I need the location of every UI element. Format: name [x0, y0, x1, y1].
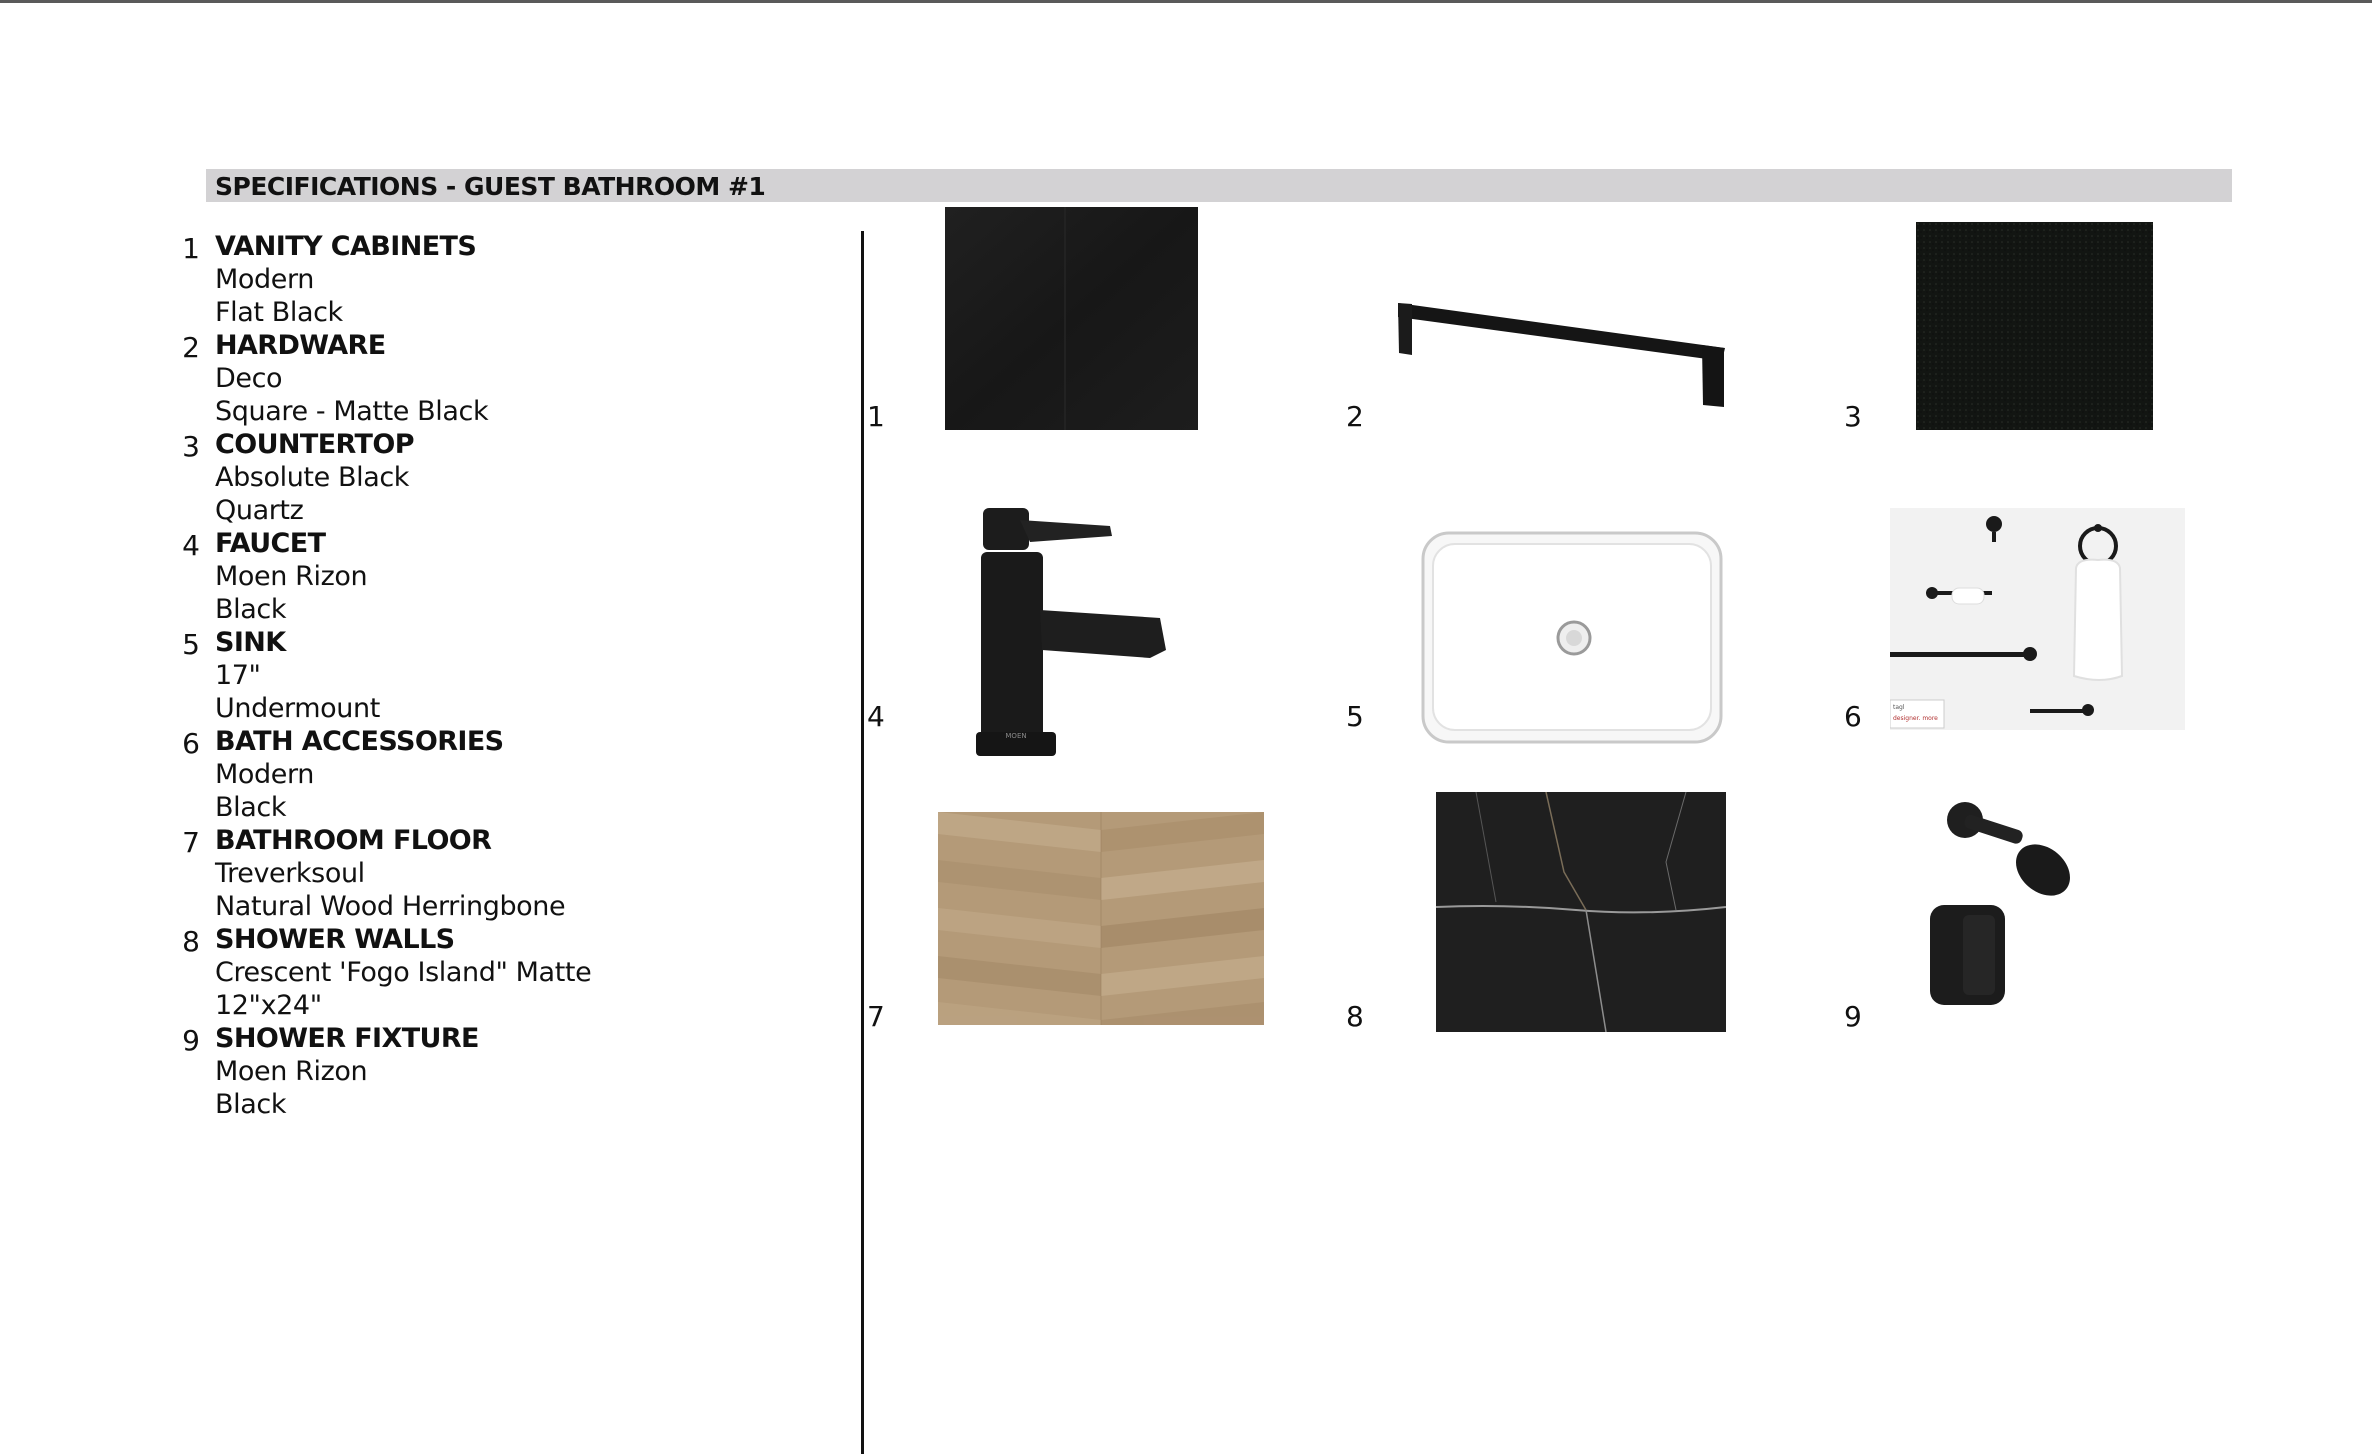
spec-number: 7 [182, 826, 200, 859]
spec-number: 5 [182, 628, 200, 661]
spec-number: 6 [182, 727, 200, 760]
sink-image [1420, 530, 1725, 745]
spec-title: SHOWER WALLS [215, 924, 455, 955]
spec-detail: Undermount [215, 693, 380, 724]
image-number-9: 9 [1844, 1000, 1862, 1033]
spec-detail: Modern [215, 264, 314, 295]
image-number-3: 3 [1844, 400, 1862, 433]
accessory-card-line-2: designer. more [1893, 715, 1938, 722]
spec-detail: Deco [215, 363, 283, 394]
spec-detail: Black [215, 1089, 287, 1120]
spec-title: HARDWARE [215, 330, 386, 361]
image-number-2: 2 [1346, 400, 1364, 433]
spec-number: 1 [182, 232, 200, 265]
spec-title: VANITY CABINETS [215, 231, 477, 262]
spec-number: 4 [182, 529, 200, 562]
spec-detail: Modern [215, 759, 314, 790]
header-bar [206, 169, 2232, 202]
shower-wall-swatch-image [1436, 792, 1726, 1032]
spec-number: 3 [182, 430, 200, 463]
wood-floor-swatch-image [938, 812, 1264, 1025]
spec-detail: Flat Black [215, 297, 343, 328]
accessory-card-line-1: tagl [1893, 704, 1905, 711]
spec-title: FAUCET [215, 528, 326, 559]
spec-item-vanity-cabinets [160, 230, 860, 329]
spec-detail: Square - Matte Black [215, 396, 489, 427]
spec-item-shower-fixture [160, 1022, 860, 1121]
faucet-brand-mark: MOEN [1005, 732, 1027, 740]
spec-detail: Moen Rizon [215, 1056, 368, 1087]
spec-detail: Black [215, 792, 287, 823]
spec-item-bathroom-floor [160, 824, 860, 923]
shower-fixture-image [1925, 795, 2090, 1020]
spec-detail: Crescent 'Fogo Island" Matte [215, 957, 592, 988]
spec-detail: 17" [215, 660, 261, 691]
spec-item-shower-walls [160, 923, 860, 1022]
spec-title: SINK [215, 627, 286, 658]
spec-title: BATH ACCESSORIES [215, 726, 504, 757]
spec-title: COUNTERTOP [215, 429, 414, 460]
drawer-pull-image [1390, 295, 1730, 410]
image-number-8: 8 [1346, 1000, 1364, 1033]
vanity-cabinet-swatch-image [945, 207, 1198, 430]
spec-detail: Treverksoul [215, 858, 365, 889]
spec-list [160, 230, 860, 1121]
spec-number: 8 [182, 925, 200, 958]
spec-item-hardware [160, 329, 860, 428]
spec-title: BATHROOM FLOOR [215, 825, 492, 856]
spec-item-faucet [160, 527, 860, 626]
spec-item-bath-accessories [160, 725, 860, 824]
spec-item-sink [160, 626, 860, 725]
image-number-6: 6 [1844, 700, 1862, 733]
spec-number: 2 [182, 331, 200, 364]
spec-detail: Moen Rizon [215, 561, 368, 592]
spec-detail: Black [215, 594, 287, 625]
spec-number: 9 [182, 1024, 200, 1057]
spec-detail: Absolute Black [215, 462, 410, 493]
bath-accessories-image [1890, 508, 2185, 730]
spec-detail: Quartz [215, 495, 304, 526]
column-divider [861, 231, 864, 1454]
page-title: SPECIFICATIONS - GUEST BATHROOM #1 [215, 172, 766, 201]
spec-title: SHOWER FIXTURE [215, 1023, 479, 1054]
spec-detail: 12"x24" [215, 990, 322, 1021]
faucet-image [960, 500, 1180, 765]
image-number-4: 4 [867, 700, 885, 733]
spec-item-countertop [160, 428, 860, 527]
countertop-swatch-image [1916, 222, 2153, 430]
image-number-5: 5 [1346, 700, 1364, 733]
image-number-7: 7 [867, 1000, 885, 1033]
top-rule [0, 0, 2372, 3]
image-number-1: 1 [867, 400, 885, 433]
spec-detail: Natural Wood Herringbone [215, 891, 566, 922]
